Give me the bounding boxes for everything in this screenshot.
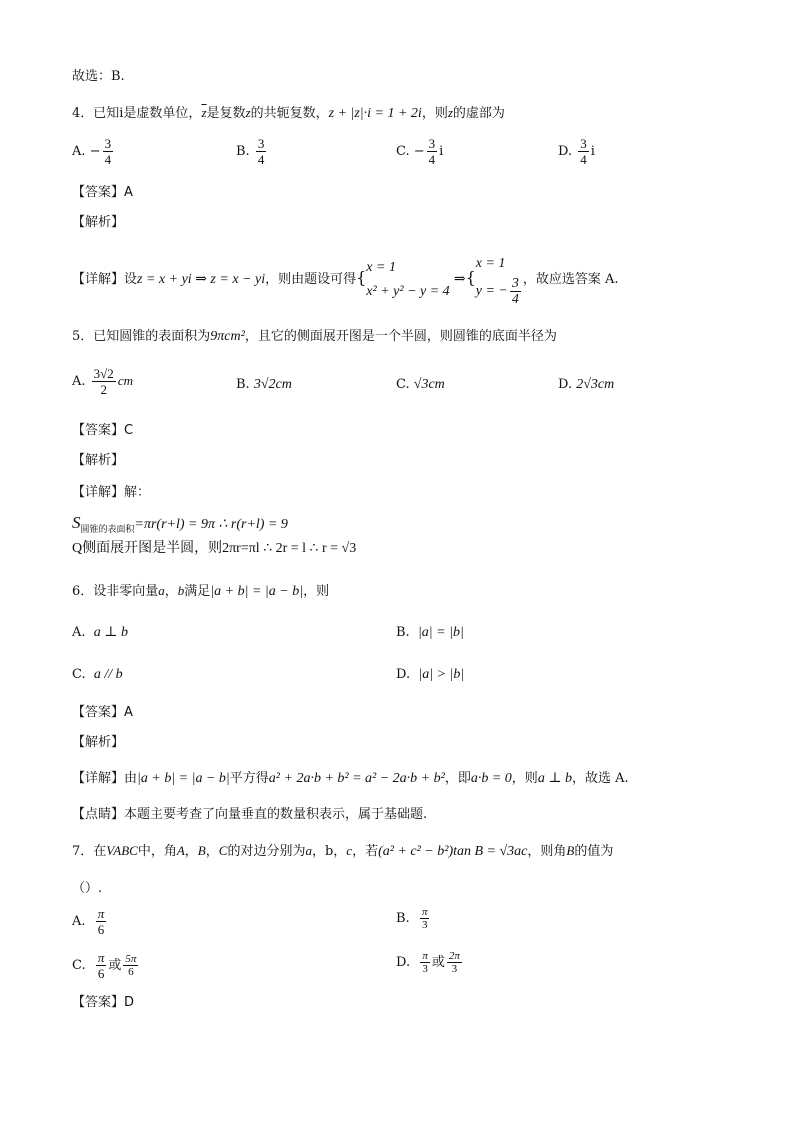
q5-stem: [72, 328, 557, 346]
q4-option-c-sign: −: [413, 144, 425, 159]
q5-option-c-label: C.: [396, 377, 410, 392]
q6-detail-a: 由: [124, 771, 138, 786]
q5-answer: [72, 422, 133, 440]
q6-option-d-text: |a| > |b|: [418, 667, 465, 682]
q5-option-a-num: 3√2: [93, 366, 114, 381]
q7-option-d-den2: 3: [451, 963, 458, 975]
q6-option-c-text: a // b: [93, 667, 123, 682]
q7-equation: (a² + c² − b²)tan B = √3ac: [378, 844, 528, 859]
q5-option-a-unit: cm: [117, 373, 133, 388]
q5-detail: [72, 484, 150, 502]
q7-option-b-label: B.: [396, 911, 410, 926]
q4-zbar: $\overline{z}$: [201, 105, 207, 120]
q6-option-a-text: a ⊥ b: [93, 625, 128, 640]
q7-stem-a: 7．在: [72, 844, 107, 859]
q6-option-a-label: A.: [72, 625, 86, 640]
q6-detail-cond: |a + b| = |a − b|: [137, 771, 230, 786]
q4-arrow: ⇒: [453, 272, 466, 287]
q6-detail-tag: 【详解】: [72, 771, 125, 786]
q4-detail-eq1: z = x + yi ⇒ z = x − yi: [137, 272, 266, 287]
q4-option-b-den: 4: [257, 152, 265, 167]
q5-stem-b: ，且它的侧面展开图是一个半圆，则圆锥的底面半径为: [244, 329, 557, 344]
q7-stem-f: 的值为: [574, 844, 614, 859]
q7-option-a-den: 6: [97, 922, 105, 937]
q4-option-a-label: A.: [72, 144, 86, 159]
q7-option-d-num1: π: [422, 950, 428, 962]
q7-option-b-den: 3: [421, 919, 428, 931]
q7-stem: [72, 842, 613, 861]
q7-option-b-num: π: [421, 906, 428, 918]
q7-option-a-num: π: [97, 906, 105, 921]
q6-detail-eq2: a·b = 0: [470, 771, 512, 786]
q4-system-2-row2: y = −: [475, 283, 508, 299]
q7-triangle: VABC: [106, 843, 138, 858]
q5-option-d-text: 2√3cm: [576, 377, 615, 392]
q6-stem-a: 6．设非零向量: [72, 584, 159, 599]
q4-option-a: [72, 136, 115, 167]
q5-option-c-text: √3cm: [413, 377, 445, 392]
q4-stem-c: 的共轭复数，: [250, 106, 329, 121]
q7-option-c-num2: 5π: [125, 953, 137, 965]
q4-option-d-suffix: i: [590, 144, 595, 159]
q4-analysis-tag: 【解析】: [72, 215, 125, 230]
q7-stem-b: 中，角: [137, 844, 177, 859]
q4-option-a-num: 3: [104, 136, 112, 151]
q7-option-c: [72, 950, 140, 981]
q4-system-1-row1: x = 1: [366, 259, 396, 275]
q4-system-2-num: 3: [511, 276, 519, 291]
q6-detail-d: ，则: [511, 771, 538, 786]
q4-system-2-den: 4: [511, 292, 519, 307]
q7-option-a: [72, 906, 108, 937]
q6-comment: [72, 806, 427, 824]
q5-option-d: [558, 376, 614, 394]
q4-detail-a: 设: [124, 272, 138, 287]
q7-option-c-or: 或: [108, 958, 122, 973]
q5-option-a: [72, 366, 133, 397]
q7-option-c-num1: π: [97, 950, 105, 965]
q5-option-a-den: 2: [100, 382, 107, 397]
q6-stem-b: 满足: [184, 584, 211, 599]
q7-side-a: a: [305, 843, 312, 858]
q4-z2: z: [447, 105, 453, 120]
q4-answer: [72, 184, 133, 202]
q5-line1-s: S: [72, 513, 81, 532]
q6-detail-perp: a ⊥ b: [537, 771, 572, 786]
q4-stem: [72, 104, 505, 123]
q6-answer-tag: 【答案】: [72, 705, 125, 720]
q5-line2: Q侧面展开图是半圆，则2πr=πl ∴ 2r = l ∴ r = √3: [72, 541, 357, 556]
q5-stem-a: 5．已知圆锥的表面积为: [72, 329, 211, 344]
q4-system-1-row2: x² + y² − y = 4: [366, 283, 450, 299]
q6-detail-e: ，故选 A.: [571, 771, 629, 786]
q7-answer-tag: 【答案】: [72, 995, 125, 1010]
prev-answer-line: 故选：B.: [72, 69, 125, 84]
q6-detail: [72, 770, 629, 788]
q4-option-c: [396, 136, 443, 167]
q7-stem-d: ，若: [352, 844, 379, 859]
q5-line1-rest: =πr(r+l) = 9π ∴ r(r+l) = 9: [134, 517, 288, 532]
q7-stem-tail: （）.: [72, 881, 103, 896]
q6-detail-c: ，即: [444, 771, 471, 786]
q7-side-b: ，b，: [311, 844, 347, 859]
q6-detail-b: 平方得: [229, 771, 269, 786]
q5-option-b: [236, 376, 292, 394]
q6-condition: |a + b| = |a − b|: [210, 584, 304, 599]
q5-option-a-label: A.: [72, 374, 86, 389]
q4-detail-c: ，故应选答案 A.: [522, 272, 619, 287]
q4-system-1: [366, 256, 449, 304]
q5-analysis-tag: 【解析】: [72, 453, 125, 468]
q7-stem-c: 的对边分别为: [227, 844, 306, 859]
q4-stem-d: ，则: [421, 106, 448, 121]
q4-detail: 【详解】设z = x + yi ⇒ z = x − yi，则由题设可得{ x = 1 x² + y² − y = 4 ⇒{ x = 1 y = − $\frac{3}{4}$ ，故应选答案 A.: [72, 252, 619, 307]
q4-equation: z + |z|·i = 1 + 2i: [328, 106, 422, 121]
q6-answer-value: A: [124, 705, 133, 720]
q5-detail-text: 解：: [124, 485, 151, 500]
q6-option-d: [396, 666, 464, 684]
q6-vec-a: a: [158, 583, 165, 598]
q4-system-2-row1: x = 1: [475, 256, 506, 271]
q5-option-d-label: D.: [558, 377, 573, 392]
q4-option-c-suffix: i: [439, 144, 444, 159]
q7-angle-b2: B: [566, 843, 575, 858]
q5-option-b-label: B.: [236, 377, 250, 392]
q7-option-c-label: C.: [72, 958, 86, 973]
q7-option-a-label: A.: [72, 914, 86, 929]
q5-line1-sub: 圆锥的表面积: [80, 523, 135, 534]
q4-z: z: [245, 105, 251, 120]
q6-option-a: [72, 624, 128, 642]
q6-option-b-label: B.: [396, 625, 410, 640]
q6-analysis-tag: 【解析】: [72, 735, 125, 750]
q4-option-a-sign: −: [89, 144, 101, 159]
q5-option-b-text: 3√2cm: [253, 377, 292, 392]
q7-answer-value: D: [124, 995, 135, 1010]
q4-option-d: [558, 136, 595, 167]
q7-option-d-or: 或: [431, 955, 445, 970]
q7-option-b: [396, 906, 431, 931]
q4-option-c-label: C.: [396, 144, 410, 159]
q7-option-c-den2: 6: [128, 966, 134, 978]
q4-option-d-num: 3: [580, 136, 587, 151]
q4-stem-b: 是复数: [206, 106, 246, 121]
q4-option-c-num: 3: [428, 136, 436, 151]
q6-comment-tag: 【点睛】: [72, 807, 125, 822]
q5-answer-value: C: [124, 423, 134, 438]
q4-option-b-num: 3: [257, 136, 265, 151]
q7-option-d-label: D.: [396, 955, 411, 970]
q4-system-2: [476, 252, 523, 307]
q4-option-b-label: B.: [236, 144, 250, 159]
q6-option-b-text: |a| = |b|: [417, 625, 464, 640]
q7-c1: ，: [184, 844, 198, 859]
q7-answer: [72, 994, 134, 1012]
q7-option-d: [396, 950, 464, 975]
q4-option-a-den: 4: [104, 152, 112, 167]
q7-angle-c: C: [218, 843, 228, 858]
q5-area: 9πcm²: [210, 329, 245, 344]
q6-sep: ，: [164, 584, 178, 599]
q4-option-d-den: 4: [580, 152, 587, 167]
q7-option-c-den1: 6: [97, 966, 105, 981]
q6-detail-eq: a² + 2a·b + b² = a² − 2a·b + b²: [268, 771, 445, 786]
q6-stem: [72, 582, 329, 601]
q7-c2: ，: [205, 844, 219, 859]
q4-stem-e: 的虚部为: [452, 106, 505, 121]
q6-comment-text: 本题主要考查了向量垂直的数量积表示，属于基础题.: [124, 807, 428, 822]
q7-option-d-num2: 2π: [448, 950, 460, 962]
q4-answer-tag: 【答案】: [72, 185, 125, 200]
q4-detail-b: ，则由题设可得: [265, 272, 357, 287]
q6-option-d-label: D.: [396, 667, 411, 682]
q4-option-d-label: D.: [558, 144, 573, 159]
q7-side-c: c: [346, 843, 353, 858]
q6-option-c: [72, 666, 123, 684]
q4-stem-a: 4．已知i是虚数单位，: [72, 106, 202, 121]
q6-stem-c: ，则: [303, 584, 330, 599]
q5-line1: [72, 514, 288, 538]
q5-option-c: [396, 376, 445, 394]
q5-answer-tag: 【答案】: [72, 423, 125, 438]
q7-option-d-den1: 3: [422, 963, 428, 975]
q4-detail-tag: 【详解】: [72, 272, 125, 287]
q6-vec-b: b: [177, 583, 185, 598]
q7-angle-a: A: [176, 843, 185, 858]
q4-answer-value: A: [124, 185, 133, 200]
q4-option-c-den: 4: [428, 152, 436, 167]
q6-answer: [72, 704, 133, 722]
q7-stem-e: ，则角: [527, 844, 567, 859]
q5-detail-tag: 【详解】: [72, 485, 125, 500]
q6-option-b: [396, 624, 464, 642]
q4-option-b: [236, 136, 268, 167]
q7-angle-b: B: [197, 843, 206, 858]
q6-option-c-label: C.: [72, 667, 86, 682]
